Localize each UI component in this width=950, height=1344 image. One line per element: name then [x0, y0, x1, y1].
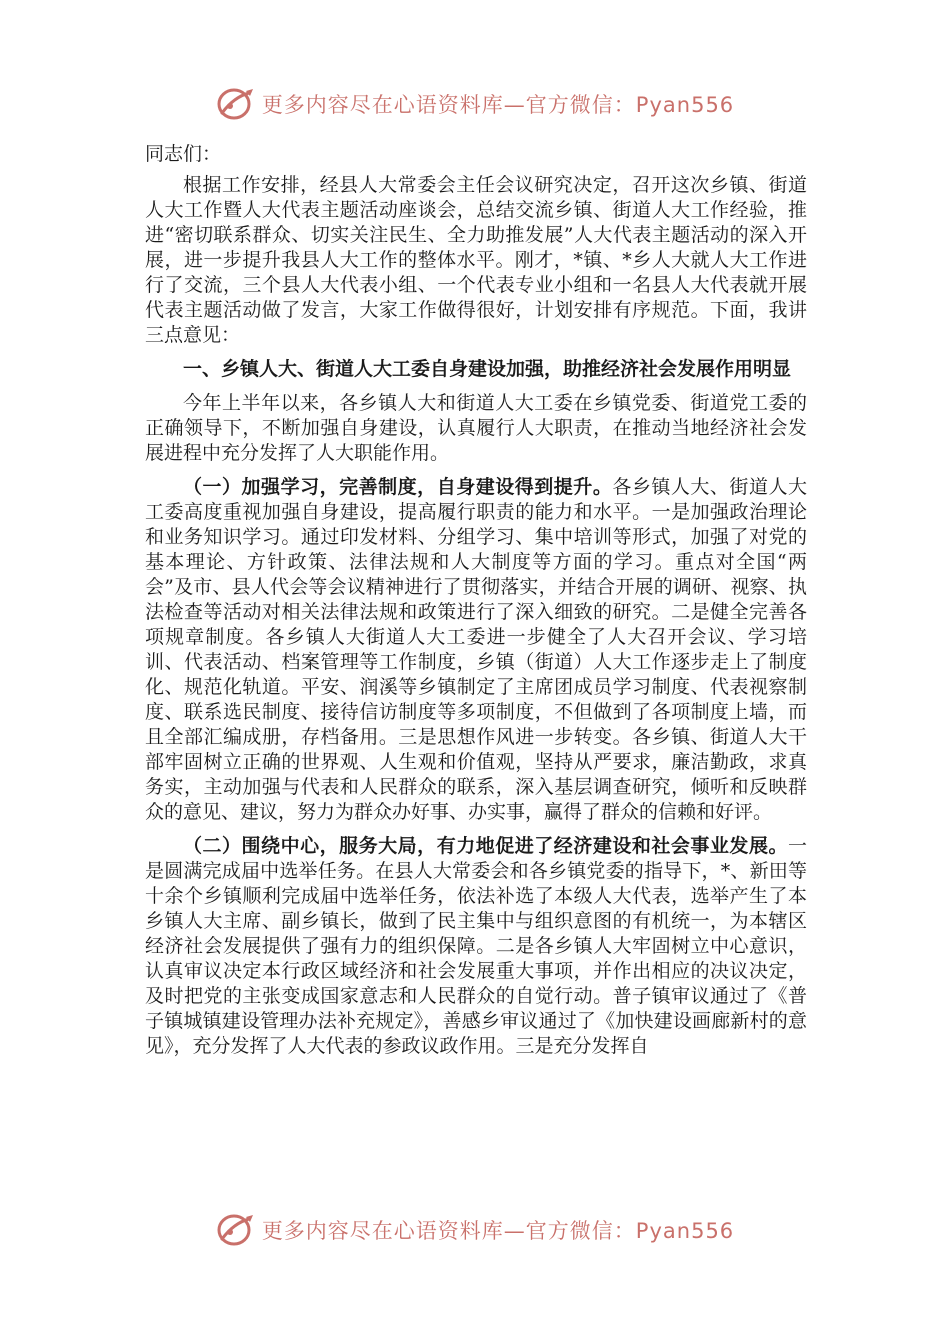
paragraph-intro: 根据工作安排，经县人大常委会主任会议研究决定，召开这次乡镇、街道人大工作暨人大代表主题活动座谈会，总结交流乡镇、街道人大工作经验，推进“密切联系群众、切实关注民生、全力助推发展”人大代表主题活动的深入开展，进一步提升我县人大工作的整体水平。刚才，*镇、*乡人大就人大工作进行了交流，三个县人大代表小组、一个代表专业小组和一名县人大代表就开展代表主题活动做了发言，大家工作做得很好，计划安排有序规范。下面，我讲三点意见： [145, 174, 807, 346]
subsection-1-title: （一）加强学习，完善制度，自身建设得到提升。 [183, 476, 613, 498]
watermark-text: 更多内容尽在心语资料库—官方微信：Pyan556 [261, 93, 735, 117]
logo-icon [216, 87, 256, 121]
paragraph-section-1-intro: 今年上半年以来，各乡镇人大和街道人大工委在乡镇党委、街道党工委的正确领导下，不断加强自身建设，认真履行人大职责，在推动当地经济社会发展进程中充分发挥了人大职能作用。 [145, 392, 807, 464]
logo-icon [216, 1213, 256, 1247]
section-heading-1: 一、乡镇人大、街道人大工委自身建设加强，助推经济社会发展作用明显 [183, 358, 792, 380]
watermark-banner-bottom [0, 1210, 950, 1250]
document-body [145, 142, 807, 1059]
watermark-text: 更多内容尽在心语资料库—官方微信：Pyan556 [261, 1219, 735, 1243]
paragraph-subsection-2 [145, 834, 807, 1059]
paragraph-subsection-1 [145, 475, 807, 825]
subsection-1-body: 各乡镇人大、街道人大工委高度重视加强自身建设，提高履行职责的能力和水平。一是加强政治理论和业务知识学习。通过印发材料、分组学习、集中培训等形式，加强了对党的基本理论、方针政策、法律法规和人大制度等方面的学习。重点对全国“两会”及市、县人代会等会议精神进行了贯彻落实，并结合开展的调研、视察、执法检查等活动对相关法律法规和政策进行了深入细致的研究。二是健全完善各项规章制度。各乡镇人大街道人大工委进一步健全了人大召开会议、学习培训、代表活动、档案管理等工作制度，乡镇（街道）人大工作逐步走上了制度化、规范化轨道。平安、润溪等乡镇制定了主席团成员学习制度、代表视察制度、联系选民制度、接待信访制度等多项制度，不但做到了各项制度上墙，而且全部汇编成册，存档备用。三是思想作风进一步转变。各乡镇、街道人大干部牢固树立正确的世界观、人生观和价值观，坚持从严要求，廉洁勤政，求真务实，主动加强与代表和人民群众的联系，深入基层调查研究，倾听和反映群众的意见、建议，努力为群众办好事、办实事，赢得了群众的信赖和好评。 [145, 476, 807, 823]
subsection-2-body: 一是圆满完成届中选举任务。在县人大常委会和各乡镇党委的指导下，*、新田等十余个乡镇顺利完成届中选举任务，依法补选了本级人大代表，选举产生了本乡镇人大主席、副乡镇长，做到了民主集中与组织意图的有机统一，为本辖区经济社会发展提供了强有力的组织保障。二是各乡镇人大牢固树立中心意识，认真审议决定本行政区域经济和社会发展重大事项，并作出相应的决议决定，及时把党的主张变成国家意志和人民群众的自觉行动。普子镇审议通过了《普子镇城镇建设管理办法补充规定》，善感乡审议通过了《加快建设画廊新村的意见》，充分发挥了人大代表的参政议政作用。三是充分发挥自 [145, 835, 807, 1057]
watermark-banner-top [0, 84, 950, 124]
subsection-2-title: （二）围绕中心，服务大局，有力地促进了经济建设和社会事业发展。 [183, 835, 788, 857]
salutation: 同志们： [145, 143, 222, 165]
